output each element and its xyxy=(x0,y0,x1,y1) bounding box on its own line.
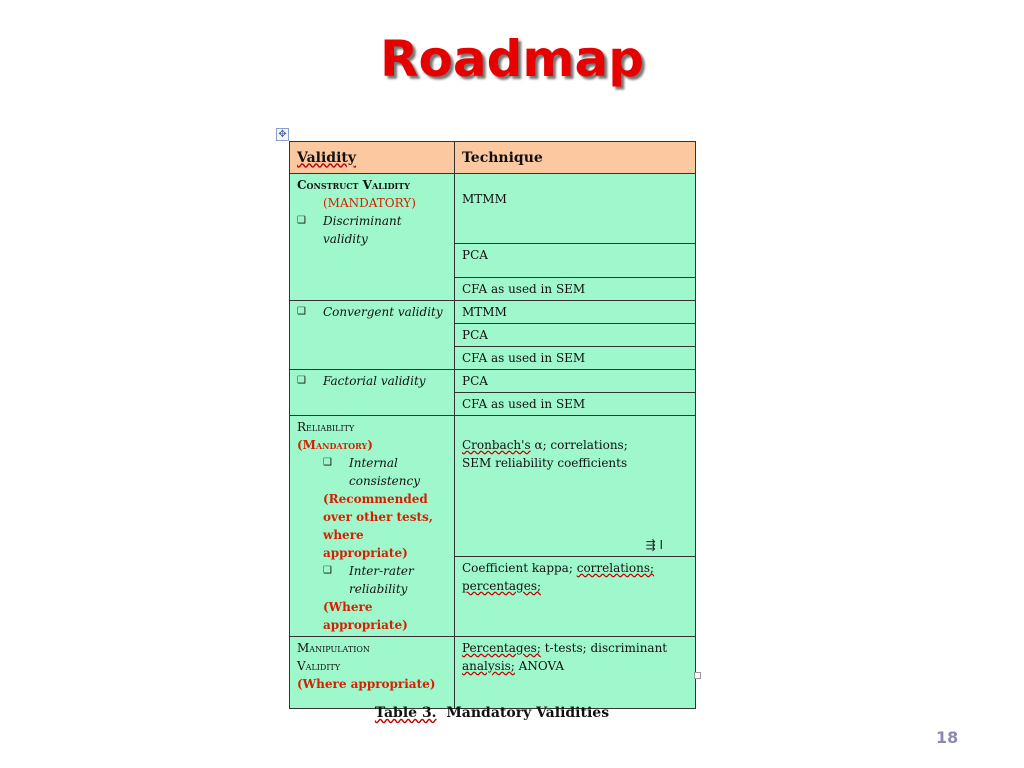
checkbox-bullet-icon: ❑ xyxy=(297,215,306,226)
technique-cell: PCA xyxy=(455,244,696,278)
technique-cell: PCA xyxy=(455,324,696,347)
technique-cell: MTMM xyxy=(455,174,696,244)
move-handle-icon[interactable]: ✥ xyxy=(276,128,289,141)
technique-cell: CFA as used in SEM xyxy=(455,393,696,416)
page-number: 18 xyxy=(936,728,959,747)
technique-cell: CFA as used in SEM xyxy=(455,347,696,370)
table-header-row xyxy=(290,142,696,174)
construct-heading: Construct Validity xyxy=(297,178,410,192)
internal-consistency-item: ❑ Internal consistency xyxy=(323,456,420,488)
inter-rater-note: (Where appropriate) xyxy=(323,600,408,632)
header-validity: Validity xyxy=(290,142,455,174)
checkbox-bullet-icon: ❑ xyxy=(297,375,306,386)
technique-cell: Coefficient kappa; correlations; percentages; xyxy=(455,557,696,637)
table-row xyxy=(290,370,696,393)
internal-consistency-note: (Recommended over other tests, where appropriate) xyxy=(323,492,433,560)
checkbox-bullet-icon: ❑ xyxy=(297,306,306,317)
reliability-cell xyxy=(290,416,455,637)
reliability-mandatory: (Mandatory) xyxy=(297,438,373,452)
slide-title: Roadmap xyxy=(379,30,644,88)
construct-mandatory: (MANDATORY) xyxy=(323,196,416,210)
technique-cell: Cronbach's α; correlations; SEM reliability coefficients ⇶ I xyxy=(455,416,696,557)
table-row xyxy=(290,301,696,324)
table-caption: Table 3. Mandatory Validities xyxy=(374,705,610,721)
header-technique: Technique xyxy=(455,142,696,174)
construct-validity-cell xyxy=(290,174,455,301)
technique-cell: MTMM xyxy=(455,301,696,324)
inter-rater-item: ❑ Inter-rater reliability xyxy=(323,564,414,596)
checkbox-bullet-icon: ❑ xyxy=(323,457,332,468)
text-cursor-icon: ⇶ I xyxy=(645,538,663,552)
discriminant-item: ❑ Discriminant validity xyxy=(297,214,402,246)
checkbox-bullet-icon: ❑ xyxy=(323,565,332,576)
manipulation-validity-cell: Manipulation Validity (Where appropriate) xyxy=(290,637,455,709)
technique-cell: PCA xyxy=(455,370,696,393)
reliability-heading: Reliability xyxy=(297,420,355,434)
resize-handle-icon[interactable] xyxy=(694,672,701,679)
table-row xyxy=(290,416,696,557)
convergent-validity-cell: ❑ Convergent validity xyxy=(290,301,455,370)
technique-cell: CFA as used in SEM xyxy=(455,278,696,301)
technique-cell: Percentages; t-tests; discriminant analysis; ANOVA xyxy=(455,637,696,709)
validity-table xyxy=(289,141,696,709)
table-row xyxy=(290,174,696,244)
factorial-validity-cell: ❑ Factorial validity xyxy=(290,370,455,416)
table-row xyxy=(290,637,696,709)
